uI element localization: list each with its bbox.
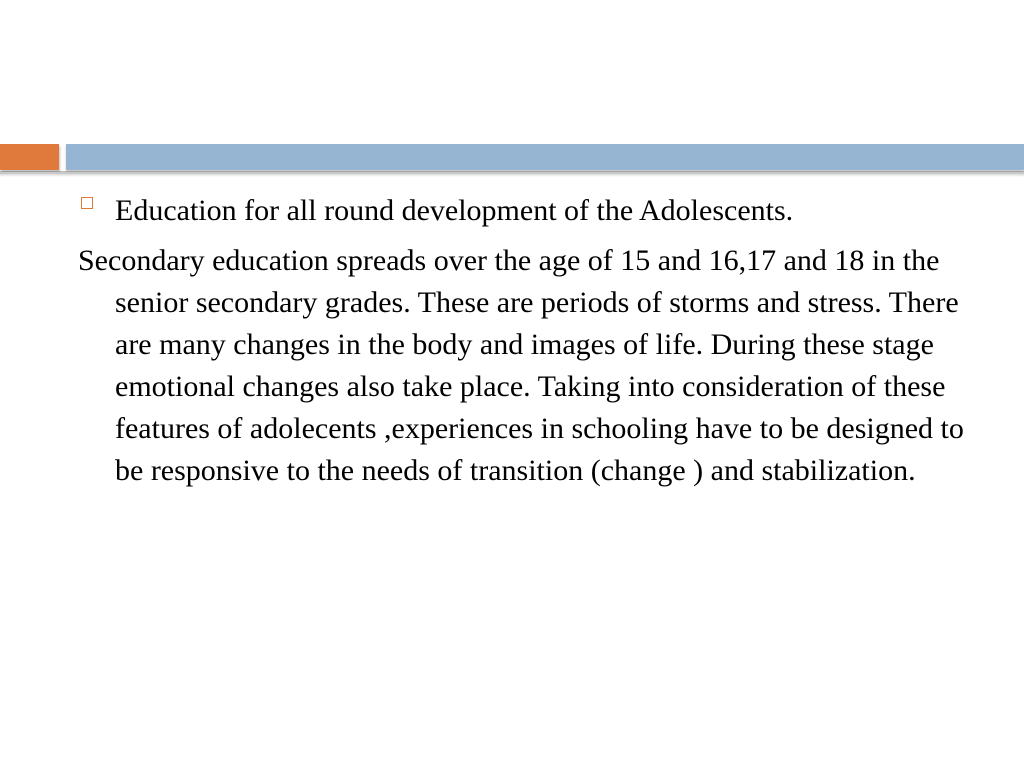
hollow-square-bullet-icon — [81, 197, 93, 209]
bullet-item — [78, 190, 978, 232]
body-paragraph: Secondary education spreads over the age of 15 and 16,17 and 18 in the senior secondary grades. These are periods of storms and stress. There are many changes in the body and images of life. During these stage emotional changes also take place. Taking into consideration of these features of adolecents ,experiences in schooling have to be designed to be responsive to the needs of transition (change ) and stabilization. — [78, 244, 964, 487]
header-band-blue-bar — [66, 144, 1024, 170]
slide-body — [78, 190, 978, 492]
bullet-text: Education for all round development of the Adolescents. — [115, 194, 794, 227]
header-band-divider — [0, 172, 1024, 174]
header-band-orange-block — [0, 144, 59, 170]
